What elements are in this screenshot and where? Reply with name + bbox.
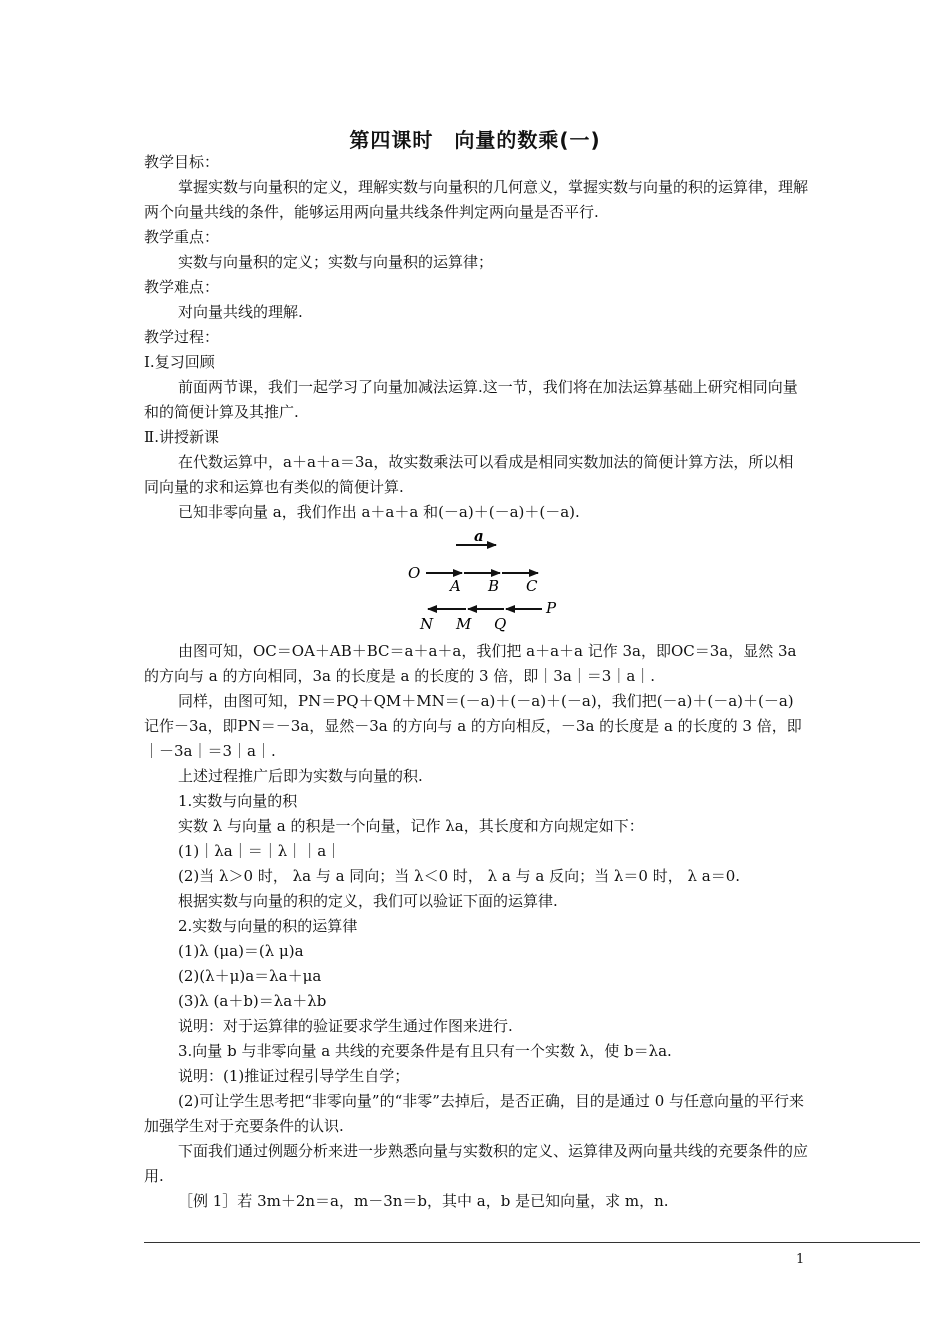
point-B-label: B: [488, 577, 500, 595]
page-title: 第四课时 向量的数乘(一): [349, 128, 601, 152]
paragraph: (1)λ (μa)＝(λ μ)a: [178, 942, 304, 960]
paragraph: (2)(λ＋μ)a＝λa＋μa: [178, 967, 322, 985]
vector-a-label: a: [474, 529, 484, 545]
paragraph: 同样，由图可知，PN＝PQ＋QM＋MN＝(－a)＋(－a)＋(－a)，我们把(－a)＋(－a)＋(－a)记作－3a，即PN＝－3a，显然－3a 的方向与 a 的方向相反，－3a 的长度是 a 的长度的 3 倍，即｜－3a｜＝3｜a｜.: [144, 692, 802, 760]
paragraph: 根据实数与向量的积的定义，我们可以验证下面的运算律.: [178, 892, 558, 910]
point-C-label: C: [526, 577, 538, 595]
section-heading: Ⅰ.复习回顾: [144, 353, 215, 371]
point-O-label: O: [408, 564, 421, 582]
paragraph: 在代数运算中，a＋a＋a＝3a，故实数乘法可以看成是相同实数加法的简便计算方法，所以相同向量的求和运算也有类似的简便计算.: [144, 453, 794, 496]
paragraph: (1)｜λa｜＝｜λ｜｜a｜: [178, 842, 342, 860]
paragraph: 2.实数与向量的积的运算律: [178, 917, 358, 935]
paragraph: 掌握实数与向量积的定义，理解实数与向量积的几何意义，掌握实数与向量的积的运算律，理解两个向量共线的条件，能够运用两向量共线条件判定两向量是否平行.: [144, 178, 809, 221]
paragraph: 1.实数与向量的积: [178, 792, 298, 810]
paragraph: 教学过程：: [144, 328, 220, 346]
paragraph: 下面我们通过例题分析来进一步熟悉向量与实数积的定义、运算律及两向量共线的充要条件的应用.: [144, 1142, 809, 1185]
paragraph: 说明：对于运算律的验证要求学生通过作图来进行.: [178, 1017, 513, 1035]
point-P-label: P: [546, 599, 557, 617]
paragraph: (3)λ (a＋b)＝λa＋λb: [178, 992, 327, 1010]
paragraph: 教学重点：: [144, 228, 220, 246]
paragraph: 实数与向量积的定义；实数与向量积的运算律；: [178, 253, 494, 271]
point-Q-label: Q: [494, 615, 507, 633]
point-M-label: M: [456, 615, 472, 633]
paragraph: 教学难点：: [144, 278, 220, 296]
paragraph: (2)当 λ＞0 时， λa 与 a 同向；当 λ＜0 时， λ a 与 a 反向；当 λ＝0 时， λ a＝0.: [178, 867, 741, 885]
paragraph: (2)可让学生思考把“非零向量”的“非零”去掉后，是否正确，目的是通过 0 与任意向量的平行来加强学生对于充要条件的认识.: [144, 1092, 805, 1135]
section-heading: Ⅱ.讲授新课: [144, 428, 219, 446]
paragraph: 说明：(1)推证过程引导学生自学；: [178, 1067, 410, 1085]
footer-divider: [144, 1242, 920, 1243]
paragraph: 前面两节课，我们一起学习了向量加减法运算.这一节，我们将在加法运算基础上研究相同向量和的简便计算及其推广.: [144, 378, 798, 421]
document-body: [144, 150, 808, 1214]
paragraph: 由图可知，OC＝OA＋AB＋BC＝a＋a＋a，我们把 a＋a＋a 记作 3a，即OC＝3a，显然 3a 的方向与 a 的方向相同，3a 的长度是 a 的长度的 3 倍，即｜3a｜＝3｜a｜.: [144, 642, 797, 685]
point-N-label: N: [420, 615, 434, 633]
paragraph: 上述过程推广后即为实数与向量的积.: [178, 767, 423, 785]
paragraph: 对向量共线的理解.: [178, 303, 303, 321]
point-A-label: A: [450, 577, 461, 595]
page-number: 1: [796, 1252, 805, 1267]
paragraph: ［例 1］若 3m＋2n＝a，m－3n＝b，其中 a，b 是已知向量，求 m，n.: [178, 1192, 669, 1210]
paragraph: 已知非零向量 a，我们作出 a＋a＋a 和(－a)＋(－a)＋(－a).: [178, 503, 580, 521]
paragraph: 教学目标：: [144, 153, 220, 171]
vector-diagram: [404, 529, 564, 639]
paragraph: 实数 λ 与向量 a 的积是一个向量，记作 λa，其长度和方向规定如下：: [178, 817, 644, 835]
paragraph: 3.向量 b 与非零向量 a 共线的充要条件是有且只有一个实数 λ，使 b＝λa.: [178, 1042, 672, 1060]
